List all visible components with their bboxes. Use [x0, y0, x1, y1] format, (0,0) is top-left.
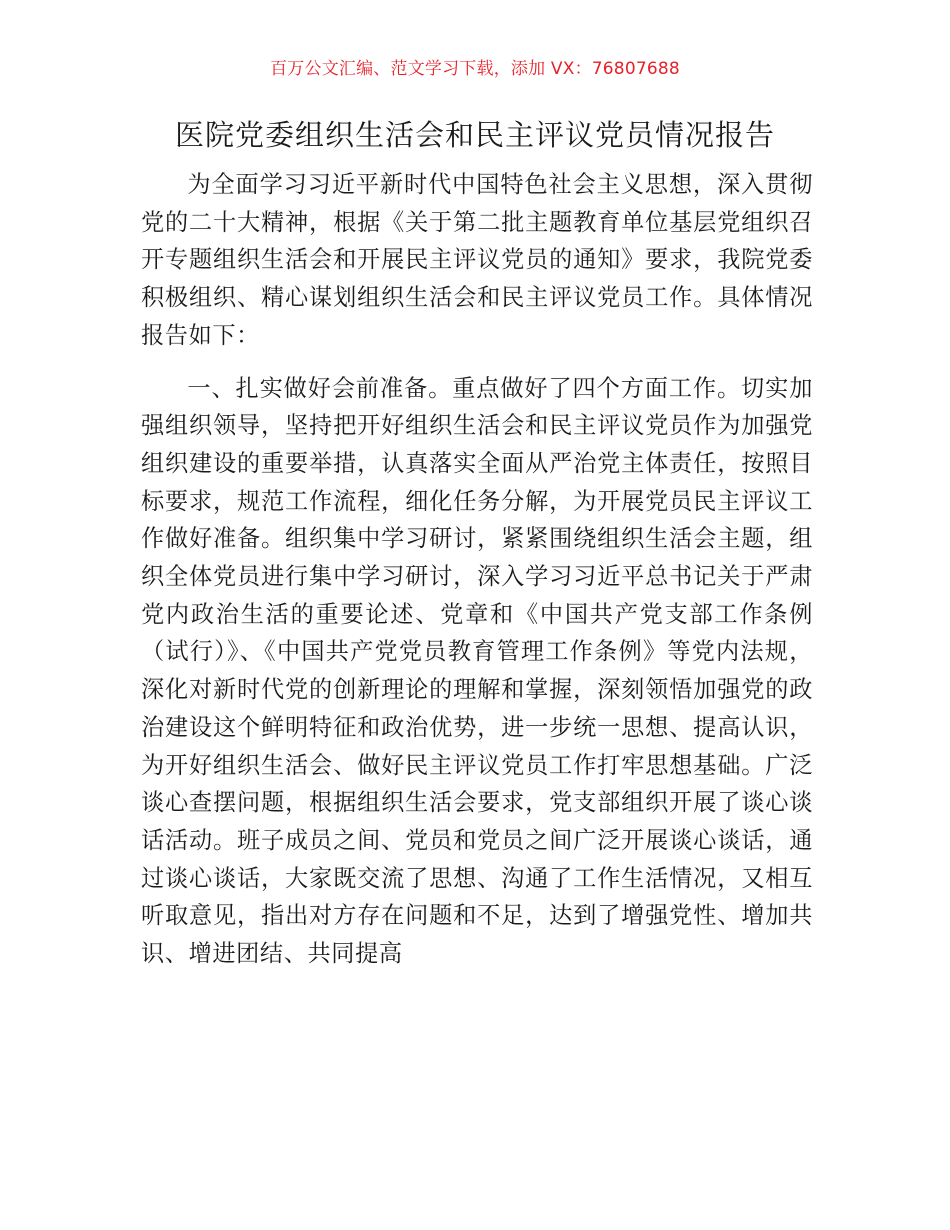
- watermark-header: 百万公文汇编、范文学习下载，添加 VX：76807688: [270, 59, 680, 79]
- paragraph-intro: 为全面学习习近平新时代中国特色社会主义思想，深入贯彻党的二十大精神，根据《关于第二批主题教育单位基层党组织召开专题组织生活会和开展民主评议党员的通知》要求，我院党委积极组织、精心谋划组织生活会和民主评议党员工作。具体情况报告如下：: [141, 171, 813, 349]
- document-title: 医院党委组织生活会和民主评议党员情况报告: [174, 118, 775, 152]
- document-body: [141, 166, 813, 973]
- paragraph-section-1: 一、扎实做好会前准备。重点做好了四个方面工作。切实加强组织领导，坚持把开好组织生活会和民主评议党员作为加强党组织建设的重要举措，认真落实全面从严治党主体责任，按照目标要求，规范工作流程，细化任务分解，为开展党员民主评议工作做好准备。组织集中学习研讨，紧紧围绕组织生活会主题，组织全体党员进行集中学习研讨，深入学习习近平总书记关于严肃党内政治生活的重要论述、党章和《中国共产党支部工作条例（试行）》、《中国共产党党员教育管理工作条例》等党内法规，深化对新时代党的创新理论的理解和掌握，深刻领悟加强党的政治建设这个鲜明特征和政治优势，进一步统一思想、提高认识，为开好组织生活会、做好民主评议党员工作打牢思想基础。广泛谈心查摆问题，根据组织生活会要求，党支部组织开展了谈心谈话活动。班子成员之间、党员和党员之间广泛开展谈心谈话，通过谈心谈话，大家既交流了思想、沟通了工作生活情况，又相互听取意见，指出对方存在问题和不足，达到了增强党性、增加共识、增进团结、共同提高: [141, 374, 813, 968]
